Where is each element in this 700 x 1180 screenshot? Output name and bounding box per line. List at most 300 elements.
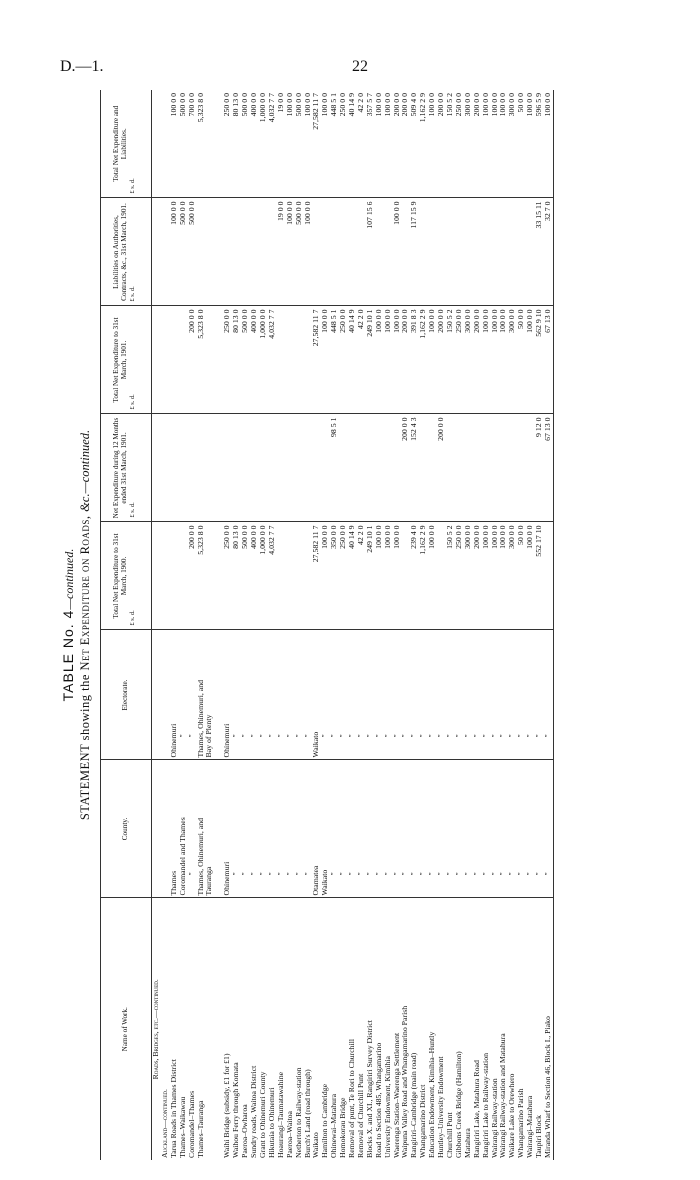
rotated-page-content [60, 90, 680, 1160]
cell-total-to-1901: 500 0 0 [241, 306, 250, 414]
cell-net-1901 [339, 414, 348, 522]
cell-total-and-liabilities: 100 0 0 [375, 90, 384, 198]
cell-electorate: " [348, 630, 357, 760]
cell-work-name: Waikato [311, 1132, 321, 1158]
cell-liabilities-1901 [446, 198, 455, 306]
cell-electorate: " [277, 630, 286, 760]
cell-total-to-1901: 562 9 10 [535, 306, 544, 414]
cell-net-1901: 98 5 1 [330, 414, 339, 522]
cell-work-name: Homokorau Bridge [338, 1097, 348, 1158]
table-row [241, 90, 250, 1160]
cell-total-to-1901: 391 8 3 [410, 306, 419, 414]
cell-county: " [455, 760, 464, 898]
cell-total-to-1900: 50 0 0 [517, 522, 526, 630]
cell-total-to-1901: 200 0 0 [401, 306, 410, 414]
cell-liabilities-1901 [482, 198, 491, 306]
cell-net-1901 [250, 414, 259, 522]
district-row [161, 90, 170, 1160]
cell-total-to-1900: 1,000 0 0 [259, 522, 268, 630]
table-row [357, 90, 366, 1160]
cell-net-1901 [482, 414, 491, 522]
cell-liabilities-1901 [348, 198, 357, 306]
cell-total-and-liabilities: 1,162 2 9 [419, 90, 428, 198]
cell-total-and-liabilities: 100 0 0 [544, 90, 553, 198]
cell-liabilities-1901: 32 7 0 [544, 198, 553, 306]
cell-net-1901 [188, 414, 197, 522]
cell-electorate: " [491, 630, 500, 760]
cell-total-and-liabilities: 150 5 2 [446, 90, 455, 198]
cell-liabilities-1901: 100 0 0 [304, 198, 313, 306]
table-row [464, 90, 473, 1160]
cell-total-to-1900: 249 10 1 [366, 522, 375, 630]
cell-liabilities-1901: 117 15 9 [410, 198, 419, 306]
cell-liabilities-1901: 100 0 0 [170, 198, 179, 306]
cell-liabilities-1901 [339, 198, 348, 306]
table-row [232, 90, 241, 1160]
table-row [250, 90, 259, 1160]
cell-total-to-1900: 80 13 0 [232, 522, 241, 630]
table-row [179, 90, 188, 1160]
cell-electorate: " [232, 630, 241, 760]
cell-net-1901 [517, 414, 526, 522]
table-row [223, 90, 232, 1160]
table-row [375, 90, 384, 1160]
cell-total-to-1901 [277, 306, 286, 414]
cell-total-and-liabilities: 100 0 0 [526, 90, 535, 198]
table-row [410, 90, 419, 1160]
cell-net-1901: 9 12 0 [535, 414, 544, 522]
cell-net-1901 [241, 414, 250, 522]
table-row [517, 90, 526, 1160]
cell-total-and-liabilities: 1,000 0 0 [259, 90, 268, 198]
cell-total-to-1901: 300 0 0 [508, 306, 517, 414]
cell-total-to-1901: 400 0 0 [250, 306, 259, 414]
cell-net-1901 [499, 414, 508, 522]
table-row [401, 90, 410, 1160]
cell-total-to-1901: 80 13 0 [232, 306, 241, 414]
cell-total-to-1901: 100 0 0 [375, 306, 384, 414]
header-col2-units [129, 417, 139, 520]
cell-total-to-1900: 27,582 11 7 [312, 522, 321, 630]
cell-total-to-1900: 350 0 0 [330, 522, 339, 630]
cell-total-and-liabilities: 200 0 0 [401, 90, 410, 198]
cell-total-to-1900: 100 0 0 [491, 522, 500, 630]
cell-liabilities-1901 [205, 198, 214, 306]
cell-net-1901: 67 13 0 [544, 414, 553, 522]
cell-electorate: " [375, 630, 384, 760]
cell-work-name: Burch's Land (road through) [302, 1069, 312, 1158]
cell-net-1901 [179, 414, 188, 522]
cell-total-to-1901 [170, 306, 179, 414]
header-col3-units [129, 309, 139, 412]
cell-county: " [499, 760, 508, 898]
cell-liabilities-1901: 33 15 11 [535, 198, 544, 306]
header-col3-text: Total Net Expenditure to 31st March, 1901. [112, 317, 129, 403]
cell-total-and-liabilities: 40 14 9 [348, 90, 357, 198]
cell-work-name: Rangiriri Lake, Matahura Road [471, 1060, 481, 1158]
cell-total-and-liabilities: 100 0 0 [428, 90, 437, 198]
cell-electorate: " [482, 630, 491, 760]
cell-county: " [295, 760, 304, 898]
expenditure-table [100, 90, 554, 1160]
cell-total-to-1901: 200 0 0 [188, 306, 197, 414]
cell-work-name: Paeroa–Owharoa [240, 1104, 250, 1158]
cell-total-to-1900: 100 0 0 [499, 522, 508, 630]
units-lsd: £ s. d. [128, 394, 136, 410]
table-row [259, 90, 268, 1160]
cell-county: " [357, 760, 366, 898]
cell-total-to-1901: 100 0 0 [393, 306, 402, 414]
cell-county: " [375, 760, 384, 898]
cell-electorate: " [339, 630, 348, 760]
cell-total-to-1901: 300 0 0 [464, 306, 473, 414]
cell-total-and-liabilities: 400 0 0 [250, 90, 259, 198]
cell-work-name: Road to Section 485, Whangamarino [373, 1042, 383, 1158]
cell-work-name: Removal of punt, Te Rori to Churchill [347, 1038, 357, 1158]
cell-net-1901 [455, 414, 464, 522]
cell-total-and-liabilities: 100 0 0 [384, 90, 393, 198]
header-electorate: Electorate. [101, 630, 152, 760]
cell-liabilities-1901 [517, 198, 526, 306]
cell-total-and-liabilities: 27,582 11 7 [312, 90, 321, 198]
cell-total-and-liabilities: 500 0 0 [241, 90, 250, 198]
cell-net-1901 [508, 414, 517, 522]
cell-work-name: Wairangi Railway-station and Matahura [498, 1033, 508, 1158]
header-col4-text: Liabilities on Authorities, Contracts, &c., 31st March, 1901. [112, 203, 129, 301]
cell-total-to-1900 [544, 522, 553, 630]
cell-liabilities-1901 [499, 198, 508, 306]
cell-net-1901 [464, 414, 473, 522]
header-col4 [101, 198, 152, 306]
cell-total-to-1901: 250 0 0 [339, 306, 348, 414]
cell-total-to-1900: 100 0 0 [375, 522, 384, 630]
cell-electorate: " [535, 630, 544, 760]
cell-work-name: Whangamarino Parish [516, 1088, 526, 1158]
cell-county: Waikato [321, 760, 330, 898]
table-row [268, 90, 277, 1160]
header-row [101, 90, 152, 1160]
cell-total-and-liabilities: 500 0 0 [295, 90, 304, 198]
cell-total-to-1900: 250 0 0 [455, 522, 464, 630]
cell-electorate: " [179, 630, 188, 760]
cell-total-to-1900 [277, 522, 286, 630]
table-row [535, 90, 544, 1160]
cell-total-to-1901: 100 0 0 [526, 306, 535, 414]
cell-net-1901: 152 4 3 [410, 414, 419, 522]
cell-county: Thames [170, 760, 179, 898]
cell-county: " [339, 760, 348, 898]
cell-total-to-1901: 150 5 2 [446, 306, 455, 414]
cell-total-to-1900: 100 0 0 [526, 522, 535, 630]
cell-electorate: " [259, 630, 268, 760]
cell-county: " [393, 760, 402, 898]
header-col5-text: Total Net Expenditure and Liabilities. [112, 105, 129, 182]
table-row [277, 90, 286, 1160]
cell-liabilities-1901: 500 0 0 [179, 198, 188, 306]
cell-work-name: Huntley–University Endowment [436, 1056, 446, 1158]
page-identifier: D.—1. [60, 58, 104, 75]
cell-county: " [330, 760, 339, 898]
header-col5 [101, 90, 152, 198]
cell-work-name: Waihou Ferry through Komata [231, 1062, 241, 1158]
cell-net-1901: 200 0 0 [401, 414, 410, 522]
cell-liabilities-1901 [491, 198, 500, 306]
cell-work-name: Blocks X. and XI., Rangiriri Survey District [364, 1020, 374, 1158]
cell-total-and-liabilities: 357 5 7 [366, 90, 375, 198]
cell-electorate: " [499, 630, 508, 760]
cell-work-name: Waikare Lake to Orewhero [507, 1073, 517, 1158]
cell-county: " [384, 760, 393, 898]
header-col3 [101, 306, 152, 414]
cell-county: " [188, 760, 197, 898]
cell-total-to-1900: 300 0 0 [508, 522, 517, 630]
cell-electorate: Ohinemuri [223, 630, 232, 760]
cell-total-to-1900: 552 17 10 [535, 522, 544, 630]
cell-liabilities-1901 [437, 198, 446, 306]
cell-county: " [491, 760, 500, 898]
table-row [455, 90, 464, 1160]
cell-work-name: Waerenga Station–Waerenga Settlement [391, 1032, 401, 1158]
cell-county: " [464, 760, 473, 898]
cell-county: " [304, 760, 313, 898]
cell-electorate: " [517, 630, 526, 760]
cell-liabilities-1901 [241, 198, 250, 306]
cell-liabilities-1901: 500 0 0 [295, 198, 304, 306]
units-lsd: £ s. d. [128, 610, 136, 626]
cell-net-1901 [384, 414, 393, 522]
table-row [491, 90, 500, 1160]
cell-net-1901 [419, 414, 428, 522]
cell-electorate: " [366, 630, 375, 760]
cell-liabilities-1901 [473, 198, 482, 306]
cell-total-to-1900: 200 0 0 [473, 522, 482, 630]
cell-total-to-1900: 100 0 0 [393, 522, 402, 630]
cell-net-1901 [295, 414, 304, 522]
cell-total-to-1901: 100 0 0 [491, 306, 500, 414]
table-row [304, 90, 313, 1160]
cell-total-to-1900 [170, 522, 179, 630]
cell-total-to-1900: 42 2 0 [357, 522, 366, 630]
cell-liabilities-1901 [508, 198, 517, 306]
cell-liabilities-1901 [464, 198, 473, 306]
cell-total-and-liabilities: 200 0 0 [393, 90, 402, 198]
cell-work-name: Taupiri Block [534, 1115, 544, 1158]
cell-work-name: Miranda Wharf to Section 46, Block I., Piako [544, 898, 553, 1160]
cell-county: " [410, 760, 419, 898]
cell-total-and-liabilities [205, 90, 214, 198]
cell-electorate: " [446, 630, 455, 760]
table-row [419, 90, 428, 1160]
subtitle-emphasis: Net Expenditure on Roads, [78, 515, 92, 671]
header-col1-units [129, 525, 139, 628]
cell-net-1901 [312, 414, 321, 522]
cell-total-to-1901: 5,323 8 0 [197, 306, 206, 414]
table-row [482, 90, 491, 1160]
cell-net-1901 [232, 414, 241, 522]
cell-county: " [286, 760, 295, 898]
cell-county: " [526, 760, 535, 898]
cell-total-to-1900 [295, 522, 304, 630]
cell-total-to-1900: 40 14 9 [348, 522, 357, 630]
table-row [508, 90, 517, 1160]
cell-county: " [366, 760, 375, 898]
cell-county: " [401, 760, 410, 898]
cell-total-and-liabilities: 509 4 0 [410, 90, 419, 198]
cell-electorate: " [401, 630, 410, 760]
cell-work-name: Rangiriri Lake to Railway-station [480, 1052, 490, 1158]
cell-total-to-1900: 400 0 0 [250, 522, 259, 630]
cell-electorate: " [544, 630, 553, 760]
cell-net-1901 [223, 414, 232, 522]
header-col4-units [129, 201, 139, 304]
cell-total-to-1900: 100 0 0 [321, 522, 330, 630]
cell-net-1901 [446, 414, 455, 522]
cell-electorate: " [455, 630, 464, 760]
cell-work-name: Sundry roads, Waitoa District [249, 1065, 259, 1158]
cell-total-and-liabilities: 100 0 0 [482, 90, 491, 198]
cell-county: Coromandel and Thames [179, 760, 188, 898]
cell-county: " [517, 760, 526, 898]
cell-total-and-liabilities: 50 0 0 [517, 90, 526, 198]
cell-total-to-1901: 40 14 9 [348, 306, 357, 414]
header-col1 [101, 522, 152, 630]
table-row [446, 90, 455, 1160]
cell-total-to-1900: 150 5 2 [446, 522, 455, 630]
subtitle-suffix: &c.—continued. [78, 429, 92, 512]
cell-total-to-1901: 249 10 1 [366, 306, 375, 414]
cell-electorate: " [295, 630, 304, 760]
table-row [544, 90, 553, 1160]
cell-total-and-liabilities: 100 0 0 [304, 90, 313, 198]
cell-work-name: Removal of Churchill Punt [355, 1073, 365, 1158]
header-col2-text: Net Expenditure during 12 Months ended 31st March, 1901. [112, 417, 129, 519]
cell-total-to-1900: 200 0 0 [188, 522, 197, 630]
table-row [348, 90, 357, 1160]
cell-net-1901 [491, 414, 500, 522]
cell-work-name: Netherton to Railway-station [293, 1067, 303, 1158]
cell-county: " [482, 760, 491, 898]
cell-electorate: " [241, 630, 250, 760]
cell-county: " [250, 760, 259, 898]
cell-total-and-liabilities: 596 5 9 [535, 90, 544, 198]
table-row [312, 90, 321, 1160]
cell-total-to-1901: 67 13 0 [544, 306, 553, 414]
cell-liabilities-1901: 100 0 0 [393, 198, 402, 306]
cell-county: " [535, 760, 544, 898]
cell-county: Tauranga [205, 760, 214, 898]
cell-electorate: " [419, 630, 428, 760]
cell-total-to-1901 [205, 306, 214, 414]
header-col1-text: Total Net Expenditure to 31st March, 1900. [112, 533, 129, 619]
cell-total-and-liabilities: 5,323 8 0 [197, 90, 206, 198]
cell-county: " [348, 760, 357, 898]
cell-electorate: " [357, 630, 366, 760]
cell-liabilities-1901 [428, 198, 437, 306]
cell-total-and-liabilities: 300 0 0 [508, 90, 517, 198]
table-row [393, 90, 402, 1160]
table-row [437, 90, 446, 1160]
table-title-main: TABLE No. 4 [60, 609, 76, 702]
cell-total-and-liabilities: 19 0 0 [277, 90, 286, 198]
cell-net-1901 [348, 414, 357, 522]
table-row [366, 90, 375, 1160]
cell-total-and-liabilities: 500 0 0 [179, 90, 188, 198]
cell-liabilities-1901 [223, 198, 232, 306]
cell-work-name: Coromandel–Thames [186, 1090, 196, 1158]
cell-total-to-1900: 300 0 0 [464, 522, 473, 630]
cell-county: " [446, 760, 455, 898]
cell-total-to-1901: 1,162 2 9 [419, 306, 428, 414]
cell-net-1901 [366, 414, 375, 522]
cell-total-to-1901: 1,000 0 0 [259, 306, 268, 414]
subtitle-prefix: STATEMENT showing the [78, 674, 92, 821]
cell-total-to-1901: 100 0 0 [384, 306, 393, 414]
cell-total-to-1900: 5,323 8 0 [197, 522, 206, 630]
table-row [295, 90, 304, 1160]
cell-total-and-liabilities: 100 0 0 [321, 90, 330, 198]
cell-total-to-1901: 448 5 1 [330, 306, 339, 414]
cell-total-to-1901: 250 0 0 [455, 306, 464, 414]
cell-work-name: Rangiriri–Cambridge (main road) [409, 1052, 419, 1158]
cell-total-and-liabilities: 448 5 1 [330, 90, 339, 198]
cell-work-name: Waipuna Valley Road and Whangamarino Parish [400, 1005, 410, 1158]
cell-work-name: Wairangi–Matahura [525, 1095, 535, 1158]
units-lsd: £ s. d. [128, 502, 136, 518]
cell-work-name: Whangamarino District [418, 1084, 428, 1158]
cell-total-to-1901: 100 0 0 [499, 306, 508, 414]
cell-total-to-1901 [286, 306, 295, 414]
table-body [152, 90, 554, 1160]
cell-electorate: Thames, Ohinemuri, and [197, 630, 206, 760]
units-lsd: £ s. d. [128, 286, 136, 302]
cell-electorate: " [428, 630, 437, 760]
cell-total-and-liabilities: 4,032 7 7 [268, 90, 277, 198]
cell-liabilities-1901 [321, 198, 330, 306]
cell-net-1901 [375, 414, 384, 522]
cell-net-1901: 200 0 0 [437, 414, 446, 522]
cell-net-1901 [259, 414, 268, 522]
cell-liabilities-1901 [250, 198, 259, 306]
table-row [384, 90, 393, 1160]
cell-total-and-liabilities: 700 0 0 [188, 90, 197, 198]
cell-electorate: " [330, 630, 339, 760]
cell-county: " [544, 760, 553, 898]
cell-work-name: University Endowment, Kimihia [382, 1056, 392, 1158]
cell-total-and-liabilities: 80 13 0 [232, 90, 241, 198]
table-row [499, 90, 508, 1160]
cell-county: " [259, 760, 268, 898]
table-row [526, 90, 535, 1160]
cell-county: Thames, Ohinemuri, and [197, 760, 206, 898]
cell-liabilities-1901 [232, 198, 241, 306]
cell-total-to-1901: 200 0 0 [473, 306, 482, 414]
cell-total-and-liabilities: 100 0 0 [499, 90, 508, 198]
cell-net-1901 [170, 414, 179, 522]
cell-electorate: " [437, 630, 446, 760]
header-col5-units [129, 92, 139, 196]
cell-electorate: " [250, 630, 259, 760]
cell-electorate: " [473, 630, 482, 760]
cell-electorate: Bay of Plenty [205, 630, 214, 760]
cell-total-to-1901: 200 0 0 [437, 306, 446, 414]
cell-total-to-1901: 50 0 0 [517, 306, 526, 414]
cell-total-to-1900 [286, 522, 295, 630]
cell-work-name: Grant to Ohinemuri County [257, 1071, 267, 1158]
header-county: County. [101, 760, 152, 898]
cell-electorate: " [508, 630, 517, 760]
cell-county: Otamatea [312, 760, 321, 898]
cell-work-name: Wairangi Railway-station [489, 1078, 499, 1158]
